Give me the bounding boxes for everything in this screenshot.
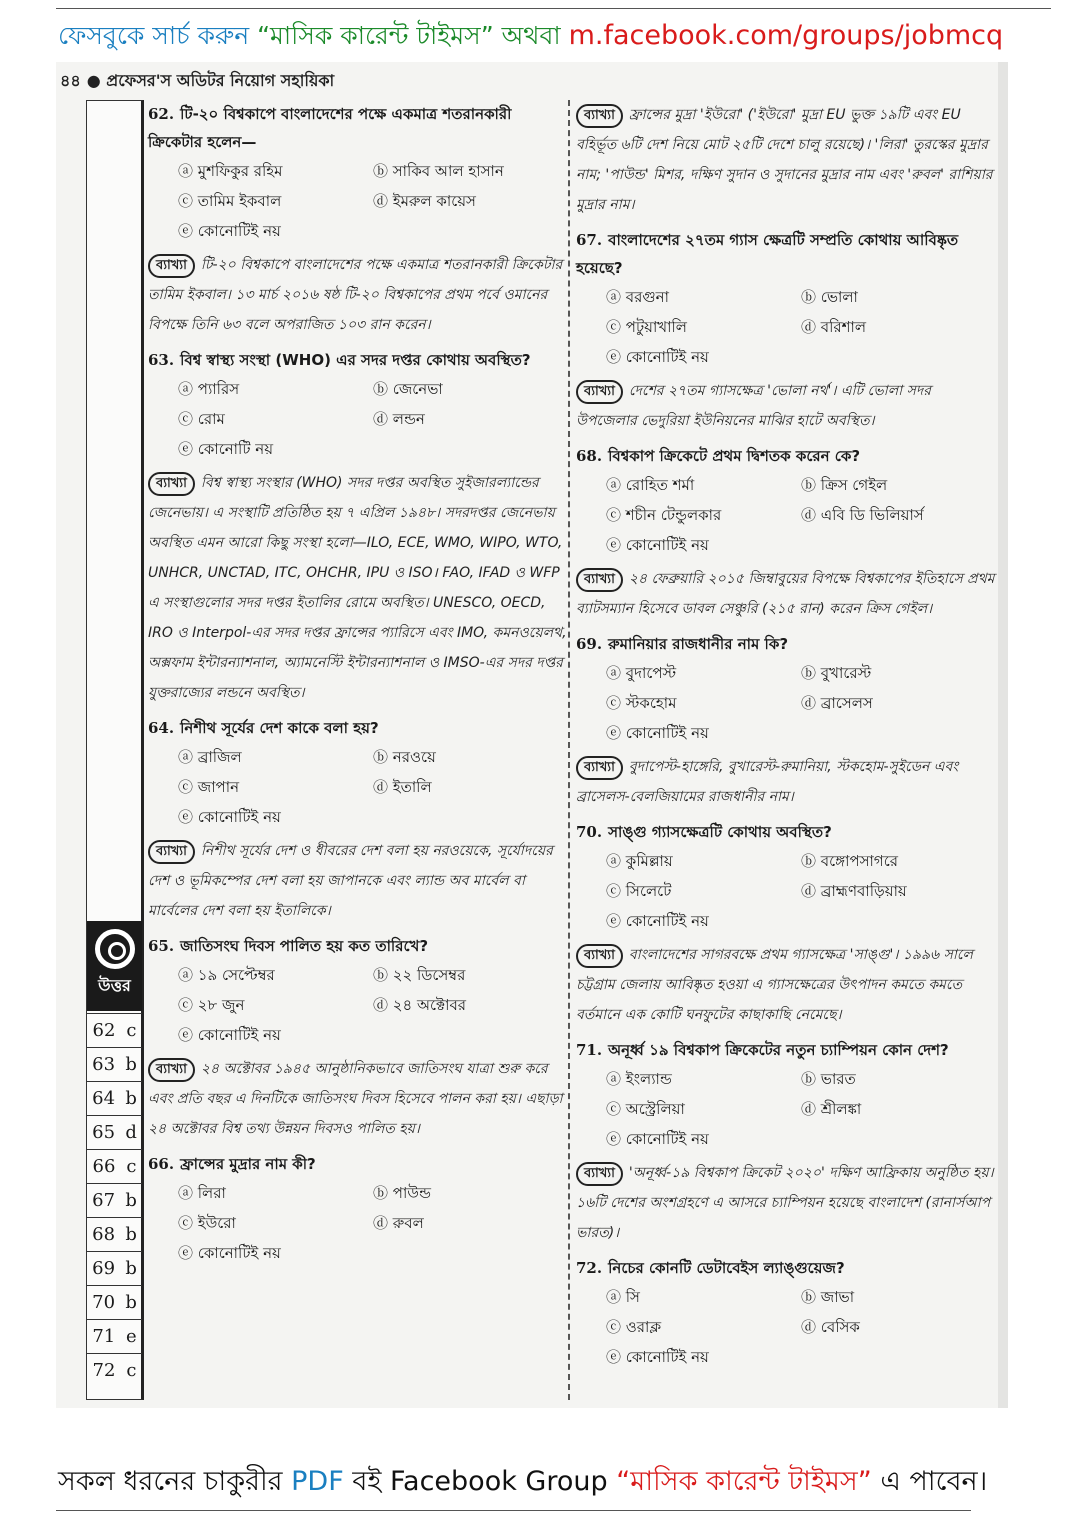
page-number: ৪৪ (60, 71, 81, 90)
explanation-tag: ব্যাখ্যা (576, 944, 623, 968)
options (576, 846, 996, 936)
question-text (148, 1150, 568, 1178)
option-c: ⓒ সিলেটে (606, 882, 672, 900)
explanation-63 (148, 468, 568, 708)
option-d: ⓓ রুবল (373, 1214, 424, 1232)
bottom-group-name: “মাসিক কারেন্ট টাইমস” (616, 1466, 872, 1497)
explanation-text: ২৪ ফেব্রুয়ারি ২০১৫ জিম্বাবুয়ের বিপক্ষে বিশ্বকাপের ইতিহাসে প্রথম ব্যাটসম্যান হিসেবে ডাবল সেঞ্চুরি (২১৫ রান) করেন ক্রিস গেইল। (576, 571, 995, 617)
banner-search-text: ফেসবুকে সার্চ করুন (58, 21, 250, 50)
question-stem: বাংলাদেশের ২৭তম গ্যাস ক্ষেত্রটি সম্প্রতি কোথায় আবিষ্কৃত হয়েছে? (576, 231, 959, 277)
answer-key: b (125, 1054, 137, 1075)
option-d: ⓓ ইমরুল কায়েস (373, 192, 476, 210)
options (148, 374, 568, 464)
answer-row (87, 1217, 142, 1251)
option-b: ⓑ ভারত (801, 1070, 856, 1088)
question-text (576, 1254, 996, 1282)
answer-qno: 62 (92, 1020, 116, 1041)
option-e: ⓔ কোনোটিই নয় (606, 536, 709, 554)
options (576, 1064, 996, 1154)
question-text (576, 442, 996, 470)
option-c: ⓒ ইউরো (178, 1214, 236, 1232)
answer-qno: 69 (92, 1258, 116, 1279)
explanation-68 (576, 564, 996, 624)
question-number: 70. (576, 823, 603, 841)
question-63 (148, 346, 568, 464)
bottom-pdf: PDF (291, 1466, 344, 1497)
answer-qno: 67 (92, 1190, 116, 1211)
option-d: ⓓ ইতালি (373, 778, 432, 796)
option-a: ⓐ ব্রাজিল (178, 748, 242, 766)
explanation-tag: ব্যাখ্যা (576, 104, 623, 128)
option-b: ⓑ বুখারেস্ট (801, 664, 872, 682)
answer-qno: 66 (92, 1156, 116, 1177)
banner-facebook-link[interactable]: m.facebook.com/groups/jobmcq (568, 20, 1004, 51)
option-a: ⓐ লিরা (178, 1184, 226, 1202)
explanation-62 (148, 250, 568, 340)
option-c: ⓒ পটুয়াখালি (606, 318, 687, 336)
option-c: ⓒ রোম (178, 410, 225, 428)
explanation-text: 'অনূর্ধ্ব-১৯ বিশ্বকাপ ক্রিকেট ২০২০' দক্ষিণ আফ্রিকায় অনুষ্ঠিত হয়। ১৬টি দেশের অংশগ্রহণে এ আসরে চ্যাম্পিয়ন হয়েছে বাংলাদেশ (রানার্সআপ ভারত)। (576, 1165, 994, 1241)
question-stem: জাতিসংঘ দিবস পালিত হয় কত তারিখে? (180, 937, 429, 955)
question-stem: অনূর্ধ্ব ১৯ বিশ্বকাপ ক্রিকেটের নতুন চ্যাম্পিয়ন কোন দেশ? (608, 1041, 949, 1059)
question-stem: নিচের কোনটি ডেটাবেইস ল্যাঙ্গুয়েজ? (608, 1259, 845, 1277)
answer-qno: 65 (92, 1122, 116, 1143)
option-e: ⓔ কোনোটিই নয় (606, 348, 709, 366)
option-e: ⓔ কোনোটিই নয় (178, 1244, 281, 1262)
option-a: ⓐ কুমিল্লায় (606, 852, 673, 870)
question-70 (576, 818, 996, 936)
answer-qno: 63 (92, 1054, 116, 1075)
answer-qno: 70 (92, 1292, 116, 1313)
question-stem: বিশ্বকাপ ক্রিকেটে প্রথম দ্বিশতক করেন কে? (608, 447, 861, 465)
question-text (576, 818, 996, 846)
answer-qno: 64 (92, 1088, 116, 1109)
answer-row (87, 1149, 142, 1183)
book-title: প্রফেসর'স অডিটর নিয়োগ সহায়িকা (106, 71, 335, 90)
option-b: ⓑ সাকিব আল হাসান (373, 162, 504, 180)
question-number: 69. (576, 635, 603, 653)
page-header: ৪৪ ● প্রফেসর'স অডিটর নিয়োগ সহায়িকা (60, 71, 335, 90)
option-e: ⓔ কোনোটিই নয় (178, 808, 281, 826)
right-column (576, 100, 996, 1376)
answer-logo (87, 921, 142, 1011)
option-e: ⓔ কোনোটিই নয় (606, 724, 709, 742)
explanation-70 (576, 940, 996, 1030)
question-number: 67. (576, 231, 603, 249)
question-text (576, 630, 996, 658)
option-b: ⓑ জাভা (801, 1288, 855, 1306)
column-divider (568, 100, 570, 1400)
option-d: ⓓ শ্রীলঙ্কা (801, 1100, 862, 1118)
answer-key: b (125, 1292, 137, 1313)
option-b: ⓑ ২২ ডিসেম্বর (373, 966, 466, 984)
answer-sidebar (86, 100, 144, 1400)
answer-key: b (125, 1258, 137, 1279)
answer-key: e (125, 1326, 137, 1347)
option-b: ⓑ ভোলা (801, 288, 858, 306)
question-number: 63. (148, 351, 175, 369)
options (148, 1178, 568, 1268)
answer-key: b (125, 1088, 137, 1109)
option-d: ⓓ ব্রাসেলস (801, 694, 873, 712)
option-c: ⓒ তামিম ইকবাল (178, 192, 282, 210)
option-a: ⓐ বুদাপেস্ট (606, 664, 677, 682)
explanation-tag: ব্যাখ্যা (148, 254, 195, 278)
explanation-71 (576, 1158, 996, 1248)
options (148, 156, 568, 246)
answer-key: b (125, 1190, 137, 1211)
question-number: 62. (148, 105, 175, 123)
question-67 (576, 226, 996, 372)
bottom-text-2: বই Facebook Group (352, 1466, 608, 1497)
question-stem: রুমানিয়ার রাজধানীর নাম কি? (608, 635, 789, 653)
answer-qno: 68 (92, 1224, 116, 1245)
option-b: ⓑ ক্রিস গেইল (801, 476, 888, 494)
answer-row (87, 1353, 142, 1387)
option-a: ⓐ মুশফিকুর রহিম (178, 162, 283, 180)
answer-row (87, 1251, 142, 1285)
answer-qno: 72 (92, 1360, 116, 1381)
explanation-text: বাংলাদেশের সাগরবক্ষে প্রথম গ্যাসক্ষেত্র 'সাঙ্গু'। ১৯৯৬ সালে চট্টগ্রাম জেলায় আবিষ্কৃত হওয়া এ গ্যাসক্ষেত্রের উৎপাদন কমতে কমতে বর্তমানে এক কোটি ঘনফুটের কাছাকাছি নেমেছে। (576, 947, 973, 1023)
option-e: ⓔ কোনোটিই নয় (606, 1348, 709, 1366)
answer-table (87, 1013, 142, 1387)
option-a: ⓐ সি (606, 1288, 640, 1306)
question-stem: টি-২০ বিশ্বকাপে বাংলাদেশের পক্ষে একমাত্র শতরানকারী ক্রিকেটার হলেন— (148, 105, 512, 151)
explanation-tag: ব্যাখ্যা (576, 1162, 623, 1186)
answer-key: c (126, 1156, 137, 1177)
question-text (576, 226, 996, 282)
option-c: ⓒ জাপান (178, 778, 240, 796)
answer-key: d (125, 1122, 137, 1143)
answer-row (87, 1013, 142, 1047)
option-c: ⓒ ওরাক্ল (606, 1318, 662, 1336)
left-column (148, 100, 568, 1272)
option-d: ⓓ ব্রাহ্মণবাড়িয়ায় (801, 882, 907, 900)
bottom-text-1: সকল ধরনের চাকুরীর (58, 1466, 283, 1497)
top-rule (56, 8, 1051, 9)
question-number: 72. (576, 1259, 603, 1277)
answer-qno: 71 (92, 1326, 116, 1347)
question-stem: ফ্রান্সের মুদ্রার নাম কী? (180, 1155, 316, 1173)
question-number: 66. (148, 1155, 175, 1173)
explanation-64 (148, 836, 568, 926)
answer-key: c (126, 1020, 137, 1041)
question-69 (576, 630, 996, 748)
explanation-tag: ব্যাখ্যা (576, 380, 623, 404)
explanation-67 (576, 376, 996, 436)
answer-row (87, 1115, 142, 1149)
explanation-text: বুদাপেস্ট-হাঙ্গেরি, বুখারেস্ট-রুমানিয়া, স্টকহোম-সুইডেন এবং ব্রাসেলস-বেলজিয়ামের রাজধানীর নাম। (576, 759, 959, 805)
option-c: ⓒ স্টকহোম (606, 694, 677, 712)
bottom-rule (56, 1510, 971, 1511)
options (576, 282, 996, 372)
option-b: ⓑ বঙ্গোপসাগরে (801, 852, 898, 870)
banner-group-name: “মাসিক কারেন্ট টাইমস” (257, 21, 494, 50)
options (576, 658, 996, 748)
question-text (148, 932, 568, 960)
question-62 (148, 100, 568, 246)
option-b: ⓑ পাউন্ড (373, 1184, 431, 1202)
explanation-text: বিশ্ব স্বাস্থ্য সংস্থার (WHO) সদর দপ্তর অবস্থিত সুইজারল্যান্ডের জেনেভায়। এ সংস্থাটি প্রতিষ্ঠিত হয় ৭ এপ্রিল ১৯৪৮। সদরদপ্তর জেনেভায় অবস্থিত এমন আরো কিছু সংস্থা হলো—ILO, ECE, WMO, WIPO, WTO, UNHCR, UNCTAD, ITC, OHCHR, IPU ও ISO। FAO, IFAD ও WFP এ সংস্থাগুলোর সদর দপ্তর ইতালির রোমে অবস্থিত। UNESCO, OECD, IRO ও Interpol-এর সদর দপ্তর ফ্রান্সের প্যারিসে এবং IMO, কমনওয়েলথ, অক্সফাম ইন্টারন্যাশনাল, অ্যামনেস্টি ইন্টারন্যাশনাল ও IMSO-এর সদর দপ্তর যুক্তরাজ্যের লন্ডনে অবস্থিত। (148, 475, 567, 701)
explanation-69 (576, 752, 996, 812)
answer-label: উত্তর (98, 976, 131, 995)
bottom-text-3: এ পাবেন। (880, 1466, 988, 1497)
question-text (576, 1036, 996, 1064)
options (148, 742, 568, 832)
option-d: ⓓ বরিশাল (801, 318, 867, 336)
option-d: ⓓ এবি ডি ভিলিয়ার্স (801, 506, 924, 524)
option-a: ⓐ রোহিত শর্মা (606, 476, 695, 494)
top-banner (58, 18, 1048, 54)
explanation-text: ২৪ অক্টোবর ১৯৪৫ আনুষ্ঠানিকভাবে জাতিসংঘ যাত্রা শুরু করে এবং প্রতি বছর এ দিনটিকে জাতিসংঘ দিবস হিসেবে পালন করা হয়। এছাড়া ২৪ অক্টোবর বিশ্ব তথ্য উন্নয়ন দিবসও পালিত হয়। (148, 1061, 563, 1137)
option-d: ⓓ ২৪ অক্টোবর (373, 996, 467, 1014)
magnifier-icon (95, 929, 135, 969)
option-b: ⓑ জেনেভা (373, 380, 443, 398)
option-c: ⓒ অস্ট্রেলিয়া (606, 1100, 685, 1118)
answer-row (87, 1183, 142, 1217)
option-c: ⓒ শচীন টেন্ডুলকার (606, 506, 722, 524)
question-number: 65. (148, 937, 175, 955)
question-number: 64. (148, 719, 175, 737)
options (148, 960, 568, 1050)
explanation-tag: ব্যাখ্যা (148, 472, 195, 496)
question-68 (576, 442, 996, 560)
question-stem: সাঙ্গু গ্যাসক্ষেত্রটি কোথায় অবস্থিত? (608, 823, 832, 841)
question-number: 71. (576, 1041, 603, 1059)
explanation-text: দেশের ২৭তম গ্যাসক্ষেত্র 'ভোলা নর্থ'। এটি ভোলা সদর উপজেলার ভেদুরিয়া ইউনিয়নের মাঝির হাটে অবস্থিত। (576, 383, 931, 429)
option-a: ⓐ ১৯ সেপ্টেম্বর (178, 966, 275, 984)
option-a: ⓐ বরগুনা (606, 288, 669, 306)
banner-or: অথবা (501, 21, 561, 50)
option-e: ⓔ কোনোটিই নয় (606, 1130, 709, 1148)
options (576, 1282, 996, 1372)
answer-row (87, 1319, 142, 1353)
question-number: 68. (576, 447, 603, 465)
option-e: ⓔ কোনোটিই নয় (178, 1026, 281, 1044)
option-e: ⓔ কোনোটিই নয় (178, 222, 281, 240)
question-66 (148, 1150, 568, 1268)
answer-key: c (126, 1360, 137, 1381)
explanation-text: ফ্রান্সের মুদ্রা 'ইউরো' ('ইউরো' মুদ্রা EU ভুক্ত ১৯টি এবং EU বহির্ভূত ৬টি দেশ নিয়ে মোট ২৫টি দেশে চালু রয়েছে)। 'লিরা' তুরস্কের মুদ্রার নাম; 'পাউন্ড' মিশর, দক্ষিণ সুদান ও সুদানের মুদ্রার নাম এবং 'রুবল' রাশিয়ার মুদ্রার নাম। (576, 107, 993, 213)
question-text (148, 100, 568, 156)
question-text (148, 714, 568, 742)
answer-row (87, 1047, 142, 1081)
question-stem: বিশ্ব স্বাস্থ্য সংস্থা (WHO) এর সদর দপ্তর কোথায় অবস্থিত? (180, 351, 531, 369)
explanation-tag: ব্যাখ্যা (148, 840, 195, 864)
options (576, 470, 996, 560)
explanation-65 (148, 1054, 568, 1144)
explanation-text: নিশীথ সূর্যের দেশ ও ধীবরের দেশ বলা হয় নরওয়েকে, সূর্যোদয়ের দেশ ও ভূমিকম্পের দেশ বলা হয় জাপানকে এবং ল্যান্ড অব মার্বেল বা মার্বেলের দেশ বলা হয় ইতালিকে। (148, 843, 553, 919)
question-stem: নিশীথ সূর্যের দেশ কাকে বলা হয়? (180, 719, 379, 737)
explanation-tag: ব্যাখ্যা (148, 1058, 195, 1082)
answer-key: b (125, 1224, 137, 1245)
question-72 (576, 1254, 996, 1372)
question-64 (148, 714, 568, 832)
option-d: ⓓ বেসিক (801, 1318, 860, 1336)
option-b: ⓑ নরওয়ে (373, 748, 436, 766)
question-71 (576, 1036, 996, 1154)
explanation-tag: ব্যাখ্যা (576, 756, 623, 780)
explanation-text: টি-২০ বিশ্বকাপে বাংলাদেশের পক্ষে একমাত্র শতরানকারী ক্রিকেটার তামিম ইকবাল। ১৩ মার্চ ২০১৬ ষষ্ঠ টি-২০ বিশ্বকাপের প্রথম পর্বে ওমানের বিপক্ষে তিনি ৬৩ বলে অপরাজিত ১০৩ রান করেন। (148, 257, 563, 333)
answer-row (87, 1285, 142, 1319)
option-a: ⓐ ইংল্যান্ড (606, 1070, 672, 1088)
option-e: ⓔ কোনোটি নয় (178, 440, 274, 458)
answer-row (87, 1081, 142, 1115)
option-c: ⓒ ২৮ জুন (178, 996, 245, 1014)
question-65 (148, 932, 568, 1050)
option-e: ⓔ কোনোটিই নয় (606, 912, 709, 930)
explanation-66 (576, 100, 996, 220)
bottom-banner (58, 1462, 1038, 1502)
option-d: ⓓ লন্ডন (373, 410, 425, 428)
scanned-page (56, 62, 1008, 1408)
option-a: ⓐ প্যারিস (178, 380, 240, 398)
explanation-tag: ব্যাখ্যা (576, 568, 623, 592)
question-text (148, 346, 568, 374)
